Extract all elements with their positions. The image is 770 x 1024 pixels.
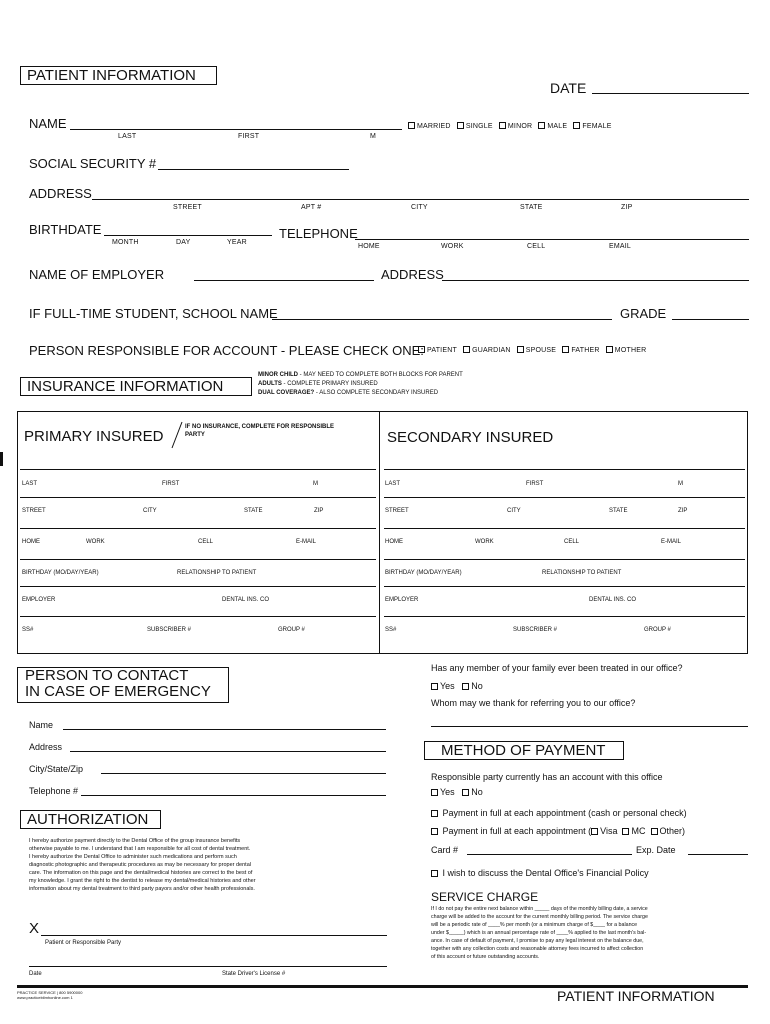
telephone-label: TELEPHONE — [279, 226, 358, 241]
margin-mark — [0, 452, 3, 466]
patient-option[interactable]: PATIENT — [418, 347, 457, 354]
secondary-ids-field[interactable] — [384, 616, 745, 617]
name-sub-last: LAST — [118, 133, 137, 140]
secondary-insured-cell-label: WORK — [475, 539, 494, 545]
male-option[interactable]: MALE — [538, 123, 567, 130]
insurance-notes — [258, 371, 463, 398]
service-line: ance. In case of default of payment, I promise to pay any legal interest on the balance due, — [431, 938, 644, 944]
secondary-insured-cell-label: M — [678, 481, 683, 487]
primary-insured-cell-label: HOME — [22, 539, 40, 545]
service-line: If I do not pay the entire next balance within _____ days of the monthly billing date, a service — [431, 906, 648, 912]
address-sub-state: STATE — [520, 204, 543, 211]
date-label: DATE — [550, 80, 587, 96]
secondary-insured-cell-label: SUBSCRIBER # — [513, 627, 558, 633]
primary-employer-field[interactable] — [20, 586, 376, 587]
primary-insured-cell-label: FIRST — [162, 481, 180, 487]
primary-insured-cell-label: BIRTHDAY (MO/DAY/YEAR) — [22, 570, 99, 576]
primary-address-field[interactable] — [20, 497, 376, 498]
primary-insured-cell-label: CITY — [143, 508, 157, 514]
guardian-checkbox[interactable] — [463, 346, 470, 353]
employer-field[interactable] — [194, 280, 374, 281]
primary-insured-cell-label: E-MAIL — [296, 539, 317, 545]
birthdate-label: BIRTHDATE — [29, 222, 102, 237]
birthdate-field[interactable] — [104, 235, 272, 236]
male-checkbox[interactable] — [538, 122, 545, 129]
service-line: charge will be added to the account for the current monthly billing period. The service charge — [431, 914, 648, 920]
secondary-insured-cell-label: LAST — [385, 481, 401, 487]
responsible-options — [418, 346, 650, 354]
account-question: Responsible party currently has an account with this office — [431, 772, 663, 782]
card-number-field[interactable] — [467, 854, 632, 855]
other-checkbox[interactable] — [651, 828, 658, 835]
auth-line: I hereby authorize the Dental Office to administer such medications and perform such — [29, 854, 237, 860]
emergency-city-label: City/State/Zip — [29, 764, 84, 774]
family-yes-checkbox[interactable] — [431, 683, 438, 690]
marital-status-options — [408, 122, 616, 130]
family-yes-no — [431, 681, 483, 691]
secondary-insured-cell-label: FIRST — [526, 481, 544, 487]
auth-line: diagnostic photographic and therapeutic procedures as may be necessary for proper dental — [29, 862, 251, 868]
employer-address-field[interactable] — [442, 280, 749, 281]
secondary-insured-cell-label: STREET — [385, 508, 409, 514]
primary-insured-cell-label: EMPLOYER — [22, 597, 56, 603]
primary-insured-cell-label: STREET — [22, 508, 46, 514]
emergency-title-line1: PERSON TO CONTACT — [25, 667, 189, 684]
family-no-checkbox[interactable] — [462, 683, 469, 690]
secondary-insured-cell-label: EMPLOYER — [385, 597, 419, 603]
signature-field[interactable] — [41, 935, 387, 936]
single-checkbox[interactable] — [457, 122, 464, 129]
secondary-insured-cell-label: RELATIONSHIP TO PATIENT — [542, 570, 622, 576]
primary-insured-cell-label: M — [313, 481, 318, 487]
auth-line: otherwise payable to me. I understand that I am responsible for all cost of dental treatment. — [29, 846, 251, 852]
father-checkbox[interactable] — [562, 346, 569, 353]
name-sub-first: FIRST — [238, 133, 260, 140]
mother-option[interactable]: MOTHER — [606, 347, 647, 354]
birthdate-sub-month: MONTH — [112, 239, 139, 246]
telephone-field[interactable] — [355, 239, 749, 240]
date-license-field[interactable] — [29, 966, 387, 967]
emergency-address-label: Address — [29, 742, 63, 752]
employer-label: NAME OF EMPLOYER — [29, 267, 165, 282]
name-field[interactable] — [70, 129, 402, 130]
auth-line: information about my dental treatment to third party payors and/or other health professionals. — [29, 886, 255, 892]
auth-line: care. The information on this page and the dental/medical histories are correct to the best of — [29, 870, 253, 876]
service-line: of this account or future outstanding accounts. — [431, 954, 540, 960]
footer-imprint-line1: PRACTICE SERVICE | 800 5900000 — [17, 990, 83, 995]
date-field[interactable] — [592, 93, 749, 94]
single-option[interactable]: SINGLE — [457, 123, 493, 130]
service-charge-title: SERVICE CHARGE — [431, 890, 539, 904]
female-option[interactable]: FEMALE — [573, 123, 611, 130]
referral-field[interactable] — [431, 726, 748, 727]
primary-insured-cell-label: ZIP — [314, 508, 324, 514]
service-charge-text — [431, 905, 648, 961]
telephone-sub-work: WORK — [441, 243, 464, 250]
account-yes-option[interactable]: Yes — [431, 787, 455, 797]
spouse-option[interactable]: SPOUSE — [517, 347, 556, 354]
secondary-name-field[interactable] — [384, 469, 745, 470]
service-line: under $_____) which is an annual percentage rate of ____% applied to the last month's bal- — [431, 930, 647, 936]
slash-divider-icon — [170, 420, 184, 450]
primary-insured-title: PRIMARY INSURED — [24, 428, 164, 445]
payment-option-card[interactable]: Payment in full at each appointment ( Visa MC Other) — [431, 826, 685, 836]
patient-checkbox[interactable] — [418, 346, 425, 353]
card-number-label: Card # — [431, 845, 459, 855]
secondary-employer-field[interactable] — [384, 586, 745, 587]
secondary-address-field[interactable] — [384, 497, 745, 498]
patient-information-heading: PATIENT INFORMATION — [20, 66, 217, 85]
mc-checkbox[interactable] — [622, 828, 629, 835]
address-sub-city: CITY — [411, 204, 428, 211]
primary-insured-cell-label: WORK — [86, 539, 105, 545]
secondary-insured-cell-label: E-MAIL — [661, 539, 682, 545]
married-option[interactable]: MARRIED — [408, 123, 451, 130]
telephone-sub-home: HOME — [358, 243, 380, 250]
birthdate-sub-day: DAY — [176, 239, 191, 246]
insurance-note-dual: DUAL COVERAGE? - ALSO COMPLETE SECONDARY INSURED — [258, 390, 439, 396]
birthdate-sub-year: YEAR — [227, 239, 247, 246]
authorization-text — [29, 837, 256, 893]
primary-name-field[interactable] — [20, 469, 376, 470]
method-of-payment-heading: METHOD OF PAYMENT — [424, 741, 624, 760]
insurance-divider — [379, 411, 380, 654]
guardian-option[interactable]: GUARDIAN — [463, 347, 511, 354]
auth-line: my knowledge. I grant the right to the dentist to release my dental/medical histories and other — [29, 878, 256, 884]
minor-checkbox[interactable] — [499, 122, 506, 129]
responsible-label: PERSON RESPONSIBLE FOR ACCOUNT - PLEASE CHECK ONE: — [29, 343, 424, 358]
exp-date-field[interactable] — [688, 854, 748, 855]
secondary-insured-cell-label: ZIP — [678, 508, 688, 514]
primary-insured-cell-label: GROUP # — [278, 627, 305, 633]
minor-option[interactable]: MINOR — [499, 123, 532, 130]
address-label: ADDRESS — [29, 186, 92, 201]
father-option[interactable]: FATHER — [562, 347, 599, 354]
grade-field[interactable] — [672, 319, 749, 320]
primary-ids-field[interactable] — [20, 616, 376, 617]
primary-insured-note: IF NO INSURANCE, COMPLETE FOR RESPONSIBLE PARTY — [185, 424, 335, 438]
family-no-option[interactable]: No — [462, 681, 483, 691]
primary-insured-cell-label: STATE — [244, 508, 263, 514]
insurance-table — [17, 411, 748, 654]
account-no-option[interactable]: No — [462, 787, 483, 797]
telephone-sub-email: EMAIL — [609, 243, 632, 250]
primary-birthday-field[interactable] — [20, 559, 376, 560]
service-line: together with any collection costs and reasonable attorney fees incurred to affect collection — [431, 946, 644, 952]
address-sub-apt: APT # — [301, 204, 322, 211]
secondary-insured-title: SECONDARY INSURED — [387, 429, 554, 446]
primary-insured-cell-label: LAST — [22, 481, 38, 487]
secondary-insured-cell-label: BIRTHDAY (MO/DAY/YEAR) — [385, 570, 462, 576]
employer-address-label: ADDRESS — [381, 267, 444, 282]
spouse-checkbox[interactable] — [517, 346, 524, 353]
address-sub-street: STREET — [173, 204, 202, 211]
secondary-birthday-field[interactable] — [384, 559, 745, 560]
secondary-insured-cell-label: DENTAL INS. CO — [589, 597, 637, 603]
account-yes-no — [431, 787, 483, 797]
discuss-policy-option[interactable]: I wish to discuss the Dental Office's Financial Policy — [431, 868, 649, 878]
secondary-insured-cell-label: HOME — [385, 539, 403, 545]
address-sub-zip: ZIP — [621, 204, 633, 211]
emergency-telephone-label: Telephone # — [29, 786, 79, 796]
student-label: IF FULL-TIME STUDENT, SCHOOL NAME — [29, 306, 278, 321]
emergency-address-field[interactable] — [70, 751, 386, 752]
insurance-information-heading: INSURANCE INFORMATION — [20, 377, 252, 396]
auth-line: I hereby authorize payment directly to the Dental Office of the group insurance benefits — [29, 838, 241, 844]
name-sub-m: M — [370, 133, 377, 140]
discuss-policy-checkbox[interactable] — [431, 870, 438, 877]
married-checkbox[interactable] — [408, 122, 415, 129]
service-line: will be a periodic rate of ____% per month (or a minimum charge of $____ for a balance — [431, 922, 638, 928]
emergency-title-line2: IN CASE OF EMERGENCY — [25, 683, 211, 700]
secondary-insured-cell-label: SS# — [385, 627, 397, 633]
emergency-name-label: Name — [29, 720, 54, 730]
license-label: State Driver's License # — [222, 971, 286, 977]
grade-label: GRADE — [620, 306, 667, 321]
payment-cash-checkbox[interactable] — [431, 810, 438, 817]
school-name-field[interactable] — [272, 319, 612, 320]
exp-date-label: Exp. Date — [636, 845, 676, 855]
signature-x-mark: X — [29, 920, 40, 937]
auth-date-label: Date — [29, 971, 42, 977]
emergency-name-field[interactable] — [63, 729, 386, 730]
secondary-insured-cell-label: GROUP # — [644, 627, 671, 633]
primary-insured-cell-label: SUBSCRIBER # — [147, 627, 192, 633]
secondary-insured-cell-label: CELL — [564, 539, 580, 545]
footer-title: PATIENT INFORMATION — [557, 988, 715, 1004]
insurance-note-minor: MINOR CHILD - MAY NEED TO COMPLETE BOTH BLOCKS FOR PARENT — [258, 372, 463, 378]
footer-imprint-line2: www.practicebilmhonline.com 1 — [17, 995, 73, 1000]
insurance-note-adults: ADULTS - COMPLETE PRIMARY INSURED — [258, 381, 378, 387]
primary-insured-cell-label: CELL — [198, 539, 214, 545]
account-yes-checkbox[interactable] — [431, 789, 438, 796]
authorization-heading: AUTHORIZATION — [20, 810, 161, 829]
secondary-insured-cell-label: STATE — [609, 508, 628, 514]
primary-insured-cell-label: DENTAL INS. CO — [222, 597, 270, 603]
visa-checkbox[interactable] — [591, 828, 598, 835]
mother-checkbox[interactable] — [606, 346, 613, 353]
account-no-checkbox[interactable] — [462, 789, 469, 796]
payment-option-cash[interactable]: Payment in full at each appointment (cash or personal check) — [431, 808, 687, 818]
signature-label: Patient or Responsible Party — [45, 940, 122, 946]
payment-card-checkbox[interactable] — [431, 828, 438, 835]
primary-phone-field[interactable] — [20, 528, 376, 529]
ssn-field[interactable] — [158, 169, 349, 170]
secondary-insured-cell-label: CITY — [507, 508, 521, 514]
family-question: Has any member of your family ever been treated in our office? — [431, 663, 683, 673]
emergency-city-field[interactable] — [101, 773, 386, 774]
telephone-sub-cell: CELL — [527, 243, 546, 250]
primary-insured-cell-label: SS# — [22, 627, 34, 633]
primary-insured-cell-label: RELATIONSHIP TO PATIENT — [177, 570, 257, 576]
ssn-label: SOCIAL SECURITY # — [29, 156, 157, 171]
footer-imprint — [17, 990, 82, 1000]
referral-question: Whom may we thank for referring you to our office? — [431, 698, 636, 708]
emergency-heading — [25, 668, 211, 700]
female-checkbox[interactable] — [573, 122, 580, 129]
secondary-phone-field[interactable] — [384, 528, 745, 529]
family-yes-option[interactable]: Yes — [431, 681, 455, 691]
emergency-telephone-field[interactable] — [81, 795, 386, 796]
address-field[interactable] — [92, 199, 749, 200]
name-label: NAME — [29, 116, 67, 131]
